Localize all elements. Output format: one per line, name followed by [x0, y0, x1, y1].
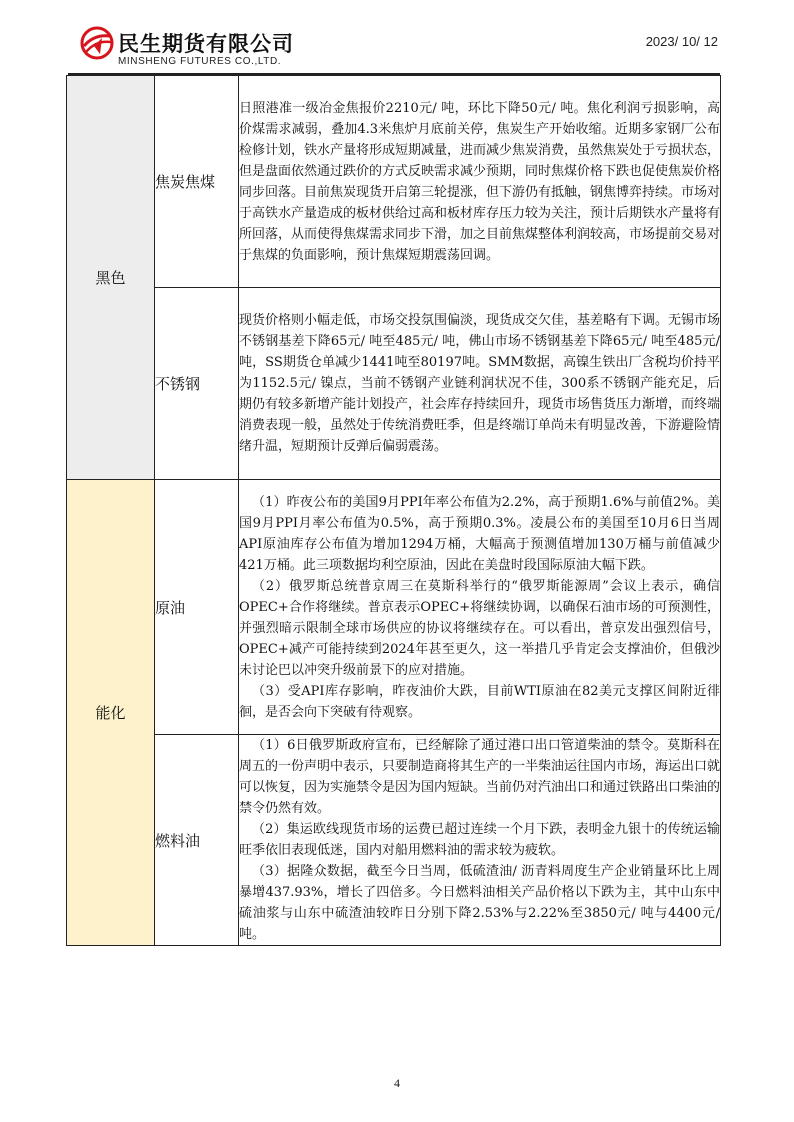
fuel-point-2: （2）集运欧线现货市场的运费已超过连续一个月下跌，表明金九银十的传统运输旺季依旧表现低迷，国内对船用燃料油的需求较为疲软。: [239, 822, 720, 858]
row-label-stainless: 不锈钢: [155, 288, 239, 480]
crude-point-3: （3）受API库存影响，昨夜油价大跌，目前WTI原油在82美元支撑区间附近徘徊，是否会向下突破有待观察。: [239, 683, 720, 720]
category-energy: 能化: [67, 480, 155, 946]
coke-commentary: [239, 76, 721, 288]
company-name-en: MINSHENG FUTURES CO.,LTD.: [118, 56, 282, 67]
coke-text: 日照港准一级冶金焦报价2210元/ 吨，环比下降50元/ 吨。焦化利润亏损影响，高价煤需求减弱，叠加4.3米焦炉月底前关停，焦炭生产开始收缩。近期多家钢厂公布检修计划，铁水产量将形成短期减量，进而减少焦炭消费，虽然焦炭处于亏损状态，但是盘面依然通过跌价的方式反映需求减少预期，同时焦煤价格下跌也促使焦炭价格同步回落。目前焦炭现货开启第三轮提涨，但下游仍有抵触，钢焦博弈持续。市场对于高铁水产量造成的板材供给过高和板材库存压力较为关注，预计后期铁水产量将有所回落，从而使得焦煤需求同步下滑，加之目前焦煤整体利润较高，市场提前交易对于焦煤的负面影响，预计焦煤短期震荡回调。: [239, 100, 721, 263]
crude-point-1: （1）昨夜公布的美国9月PPI年率公布值为2.2%，高于预期1.6%与前值2%。美国9月PPI月率公布值为0.5%，高于预期0.3%。凌晨公布的美国至10月6日当周API原油库存公布值为增加1294万桶，大幅高于预测值增加130万桶与前值减少421万桶。此三项数据均利空原油，因此在美盘时段国际原油大幅下跌。: [239, 494, 720, 573]
table-row: [67, 735, 721, 946]
stainless-text: 现货价格则小幅走低，市场交投氛围偏淡，现货成交欠佳，基差略有下调。无锡市场不锈钢基差下降65元/ 吨至485元/ 吨，佛山市场不锈钢基差下降65元/ 吨至485元/ 吨，SS期货仓单减少1441吨至80197吨。SMM数据，高镍生铁出厂含税均价持平为1152.5元/ 镍点，当前不锈钢产业链利润状况不佳，300系不锈钢产能充足，后期仍有较多新增产能计划投产，社会库存持续回升，现货市场售货压力渐增，而终端消费表现一般，虽然处于传统消费旺季，但是终端订单尚未有明显改善，下游避险情绪升温，短期预计反弹后偏弱震荡。: [239, 313, 721, 454]
page-number: 4: [394, 1076, 400, 1090]
page-header: [0, 0, 794, 72]
minsheng-logo-icon: [80, 26, 114, 60]
table-row: [67, 76, 721, 288]
stainless-commentary: [239, 288, 721, 480]
fuel-point-1: （1）6日俄罗斯政府宣布，已经解除了通过港口出口管道柴油的禁令。莫斯科在周五的一份声明中表示，只要制造商将其生产的一半柴油运往国内市场，海运出口就可以恢复，因为实施禁令是因为国内短缺。当前仍对汽油出口和通过铁路出口柴油的禁令仍然有效。: [239, 738, 721, 816]
company-name-cn: 民生期货有限公司: [118, 32, 294, 56]
table-row: [67, 480, 721, 735]
commodity-table: [66, 75, 721, 946]
row-label-crude: 原油: [155, 480, 239, 735]
row-label-coke: 焦炭焦煤: [155, 76, 239, 288]
crude-commentary: [239, 480, 721, 735]
fuel-point-3: （3）据隆众数据，截至今日当周，低硫渣油/ 沥青料周度生产企业销量环比上周暴增437.93%，增长了四倍多。今日燃料油相关产品价格以下跌为主，其中山东中硫油浆与山东中硫渣油较昨日分别下降2.53%与2.22%至3850元/ 吨与4400元/ 吨。: [239, 864, 720, 942]
fuel-commentary: [239, 735, 721, 946]
category-black: 黑色: [67, 76, 155, 480]
report-date: 2023/ 10/ 12: [645, 34, 718, 49]
table-row: [67, 288, 721, 480]
crude-point-2: （2）俄罗斯总统普京周三在莫斯科举行的“俄罗斯能源周”会议上表示，确信OPEC+合作将继续。普京表示OPEC+将继续协调，以确保石油市场的可预测性，并强烈暗示限制全球市场供应的协议将继续存在。可以看出，普京发出强烈信号，OPEC+减产可能持续到2024年甚至更久，这一举措几乎肯定会支撑油价，但俄沙未讨论巴以冲突升级前景下的应对措施。: [239, 578, 720, 678]
row-label-fuel: 燃料油: [155, 735, 239, 946]
